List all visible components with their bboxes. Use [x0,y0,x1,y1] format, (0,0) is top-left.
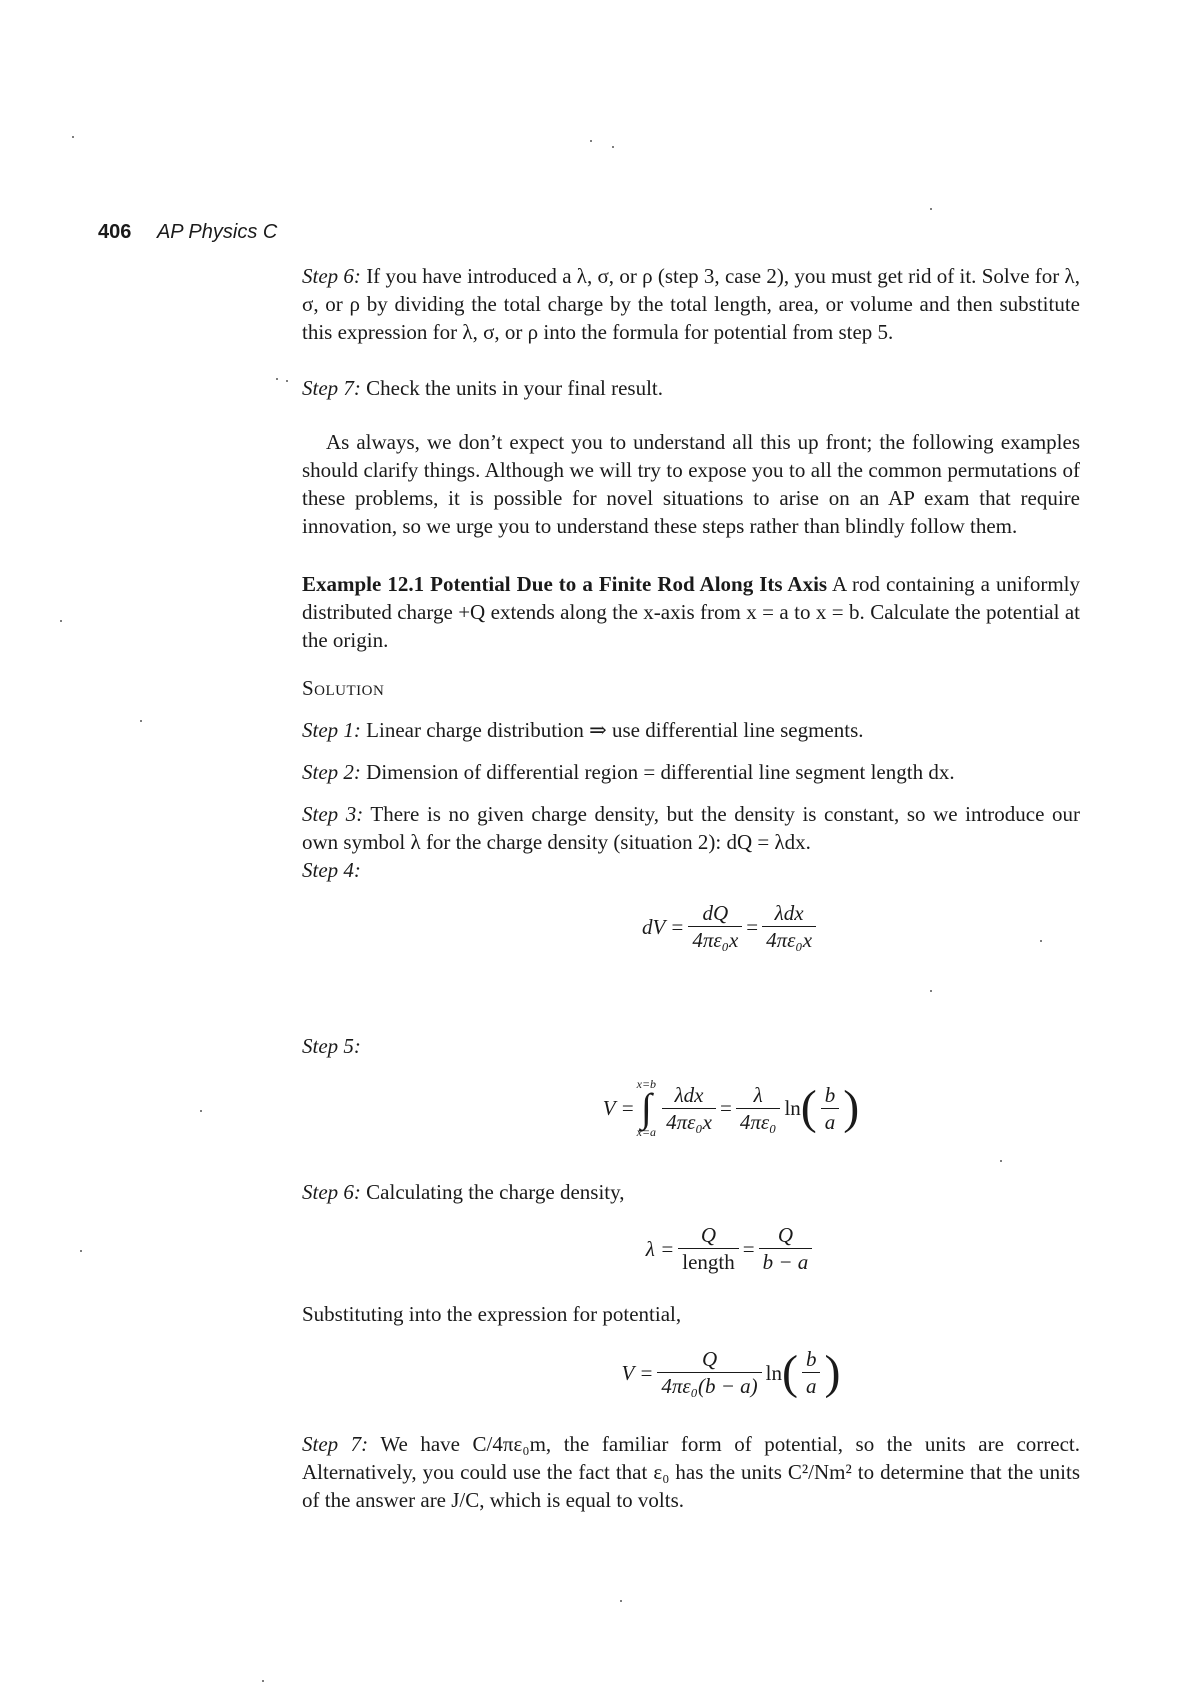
step-label: Step 5: [302,1034,361,1058]
step-label: Step 6: [302,1180,361,1204]
step-label: Step 4: [302,858,361,882]
step-text: Calculating the charge density, [360,1180,625,1204]
numerator: Q [759,1222,813,1249]
denominator: a [805,1374,817,1398]
equation-step5: V = x=b ∫ x=a $\frac{\text{λdx}}{\text{4πε₀x}}$ = $\frac{\lambda}{\text{4πε₀}}$ ln ( $\frac{b}{a}$ ) [602,1077,860,1139]
scan-speck [590,140,592,142]
step-text: Check the units in your final result. [360,376,664,400]
denominator: 4πε₀x [666,1109,712,1134]
scan-speck [930,208,932,210]
intro-paragraph: As always, we don’t expect you to understand all this up front; the following examples should clarify things. Although we will try to expose you to all the common permutations of these problems, it is possible for novel situations to arise on an AP exam that require innovation, so we urge you to understand these steps rather than blindly follow them. [302,430,1080,538]
eq-lhs: dV = [641,914,685,939]
step-text: Linear charge distribution ⇒ use differential line segments. [360,718,864,742]
equals-sign: = [719,1096,732,1120]
fraction [759,1222,813,1275]
fraction [662,1082,716,1135]
numerator: λdx [762,900,816,927]
equation-step6 [302,1222,1120,1275]
step-label: Step 6: [302,264,361,288]
numerator: Q [657,1346,761,1373]
scan-speck [60,620,62,622]
scan-speck [80,1250,82,1252]
numerator: dQ [688,900,742,927]
solution-step5 [302,1032,1080,1060]
example-title: Example 12.1 Potential Due to a Finite Rod Along Its Axis [302,572,828,596]
denominator: 4πε₀x [766,928,813,952]
page-number: 406 [98,221,132,243]
step-label: Step 7: [302,376,361,400]
upper-limit: x=b [636,1077,657,1091]
denominator: 4πε₀(b − a) [661,1374,758,1398]
example-statement [302,570,1080,654]
scan-speck [200,1110,202,1112]
equals-sign: = [742,1236,755,1261]
solution-step6 [302,1178,1080,1206]
eq-lhs: λ = [645,1236,675,1261]
equation-final: V = $\frac{Q}{\text{4πε₀(b − a)}}$ ln ( $\frac{b}{a}$ ) [621,1345,841,1399]
fraction [821,1082,840,1135]
denominator: 4πε₀x [692,928,739,952]
lower-limit: x=a [636,1125,657,1139]
scan-speck [286,380,288,382]
step-text: If you have introduced a λ, σ, or ρ (step 3, case 2), you must get rid of it. Solve for λ, σ, or ρ by dividing the total charge by the total length, area, or volume and then substitute this expression for λ, σ, or ρ into the formula for potential from step 5. [302,264,1080,344]
fraction [736,1082,781,1135]
equals-sign: = [746,914,759,939]
solution-step3 [302,800,1080,856]
substituting-text: Substituting into the expression for potential, [302,1302,682,1326]
denominator: length [682,1250,735,1274]
eq-lhs: V = [621,1360,654,1385]
step-label: Step 7: [302,1432,369,1456]
fraction [678,1222,739,1275]
step-text: There is no given charge density, but the density is constant, so we introduce our own symbol λ for the charge density (situation 2): dQ = λdx. [302,802,1080,854]
numerator: b [821,1082,840,1109]
solution-step2 [302,758,1080,786]
solution-step1 [302,716,1080,744]
scan-speck [262,1680,264,1682]
denominator: a [824,1109,836,1134]
eq-lhs: V = [602,1096,635,1120]
running-title: AP Physics C [156,221,278,243]
step-text: We have C/4πε₀m, the familiar form of potential, so the units are correct. Alternatively, you could use the fact that ε₀ has the units C²/Nm² to determine that the units of the answer are J/C, which is equal to volts. [302,1432,1080,1512]
ln-operator: ln [784,1096,801,1120]
step-label: Step 2: [302,760,361,784]
denominator: 4πε₀ [739,1109,777,1134]
solution-step4 [302,856,1080,884]
fraction [802,1346,821,1399]
numerator: b [802,1346,821,1373]
numerator: λ [736,1082,781,1109]
ln-operator: ln [765,1360,782,1385]
scan-speck [930,990,932,992]
scan-speck [140,720,142,722]
equation-step4 [302,900,1120,953]
numerator: λdx [662,1082,716,1109]
fraction [762,900,816,953]
page-header [98,218,277,246]
scan-speck [1000,1160,1002,1162]
example-text: A rod containing a uniformly distributed charge +Q extends along the x-axis from x = a to x = b. Calculate the potential at the origin. [302,572,1081,652]
step-label: Step 3: [302,802,364,826]
solution-heading: Solution [302,676,385,700]
intro-step6 [302,262,1080,346]
denominator: b − a [762,1250,809,1274]
scan-speck [612,146,614,148]
step-text: Dimension of differential region = differential line segment length dx. [360,760,955,784]
fraction [657,1346,761,1399]
scan-speck [620,1600,622,1602]
integral-sign: x=b ∫ x=a [636,1077,657,1139]
numerator: Q [678,1222,739,1249]
scan-speck [72,136,74,138]
scan-speck [1040,940,1042,942]
step-label: Step 1: [302,718,361,742]
fraction [688,900,742,953]
intro-step7 [302,374,1080,402]
solution-step7 [302,1430,1080,1514]
scan-speck [276,378,278,380]
